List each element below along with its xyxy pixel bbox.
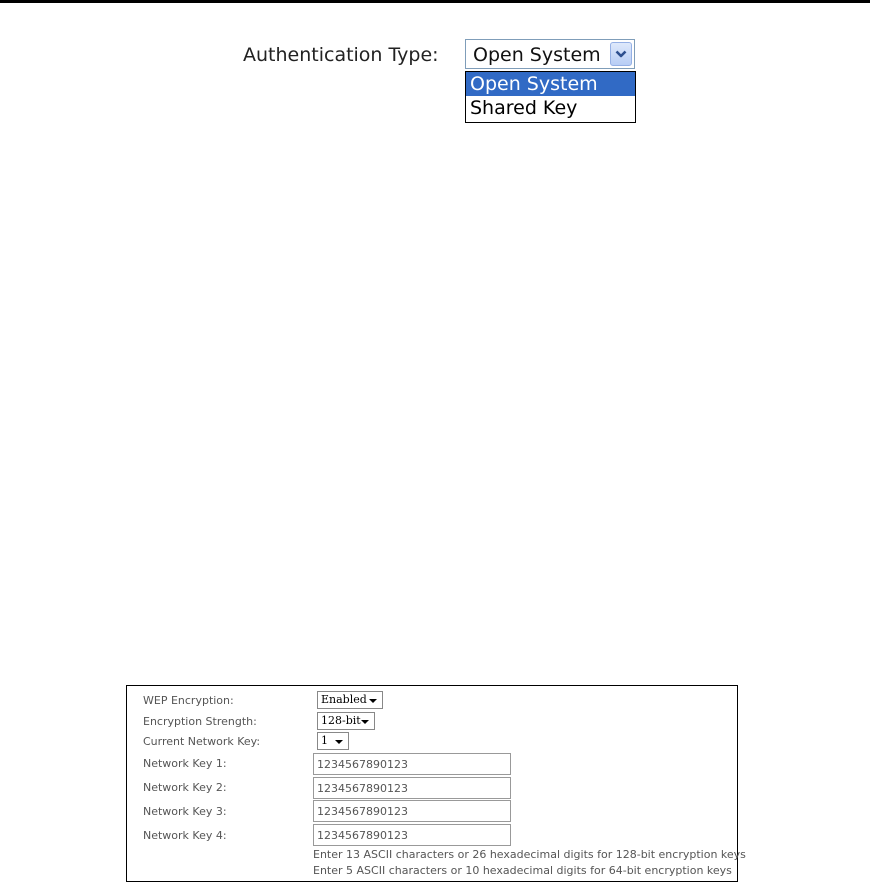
network-key-2-label: Network Key 2: [143,781,227,794]
authentication-type-options [465,71,636,123]
wep-encryption-value: Enabled [321,693,367,706]
hint-128-bit: Enter 13 ASCII characters or 26 hexadecimal digits for 128-bit encryption keys [313,848,746,861]
authentication-type-select[interactable] [465,39,635,69]
network-key-3-input[interactable] [313,800,511,822]
hint-64-bit: Enter 5 ASCII characters or 10 hexadecimal digits for 64-bit encryption keys [313,864,732,877]
network-key-4-label: Network Key 4: [143,829,227,842]
encryption-strength-value: 128-bit [321,714,361,727]
network-key-4-input[interactable] [313,824,511,846]
encryption-strength-select[interactable] [317,712,375,730]
network-key-2-input[interactable] [313,777,511,799]
option-shared-key[interactable]: Shared Key [470,97,578,119]
current-network-key-select[interactable] [317,732,349,750]
authentication-type-label: Authentication Type: [243,44,439,66]
encryption-strength-label: Encryption Strength: [143,715,257,728]
current-network-key-value: 1 [321,734,328,747]
chevron-down-icon [369,699,377,703]
current-network-key-label: Current Network Key: [143,735,261,748]
chevron-down-icon [335,740,343,744]
chevron-down-icon [615,49,627,59]
chevron-down-icon [361,720,369,724]
authentication-type-value: Open System [473,44,601,66]
network-key-1-label: Network Key 1: [143,757,227,770]
top-divider [0,0,870,3]
network-key-1-input[interactable] [313,753,511,775]
dropdown-arrow-button[interactable] [610,42,632,66]
wep-encryption-label: WEP Encryption: [143,694,234,707]
wep-encryption-select[interactable] [317,691,383,709]
network-key-3-label: Network Key 3: [143,805,227,818]
wep-settings-panel [126,685,746,882]
option-open-system[interactable]: Open System [466,72,635,96]
